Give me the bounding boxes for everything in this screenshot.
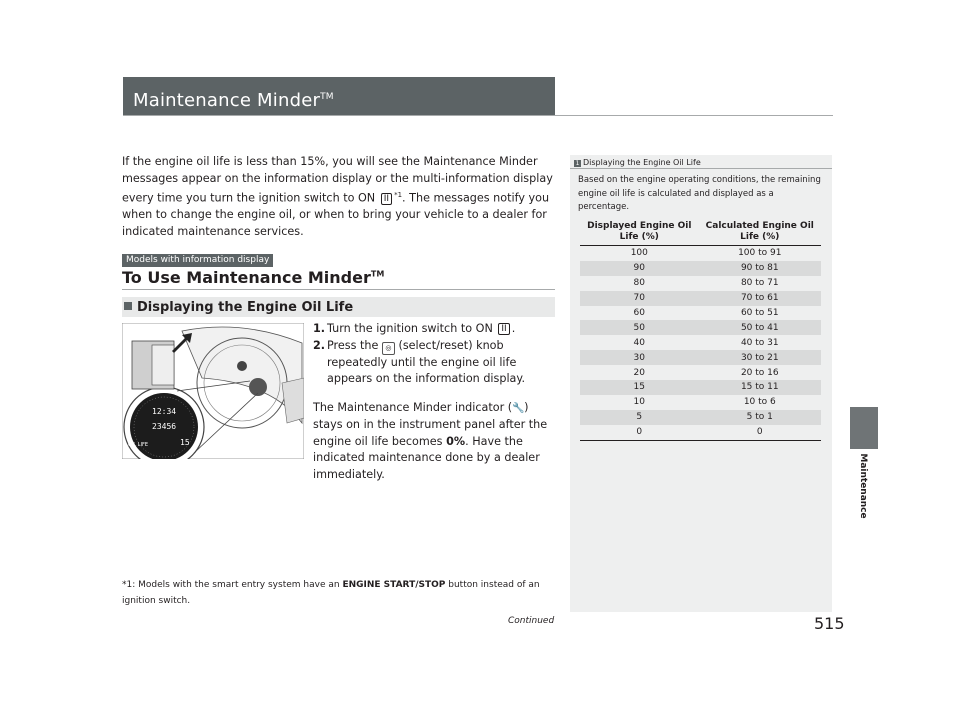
- displayed-oil-life-cell: 90: [580, 261, 699, 276]
- step-2: 2. Press the ◎ (select/reset) knob repeatedly until the engine oil life appears on the information display.: [313, 338, 525, 385]
- table-row: [580, 350, 821, 365]
- table-row: [580, 261, 821, 276]
- table-row: [580, 246, 821, 261]
- wrench-icon: 🔧: [512, 402, 525, 414]
- dashboard-illustration: [122, 323, 304, 459]
- calculated-oil-life-cell: 40 to 31: [740, 337, 779, 348]
- ignition-key-symbol: II: [498, 323, 509, 335]
- table-row: [580, 380, 821, 395]
- table-row: [580, 395, 821, 410]
- calculated-oil-life-cell: 60 to 51: [740, 308, 779, 318]
- displayed-oil-life-cell: 40: [633, 337, 645, 348]
- displayed-oil-life-cell: 5: [580, 410, 699, 425]
- table-row: [580, 365, 821, 380]
- intro-paragraph: If the engine oil life is less than 15%, you will see the Maintenance Minder messages appear on the information display or the multi-information display every time you turn the ignition switch to ON II $^{*1}$. The messages notify you when to change the engine oil, or when to bring your vehicle to a dealer for indicated maintenance services.: [122, 155, 553, 238]
- title-bar: [123, 77, 555, 115]
- note-panel-heading: 1 Displaying the Engine Oil Life: [575, 158, 701, 167]
- title-divider: [123, 115, 833, 116]
- calculated-oil-life-cell: 90 to 81: [699, 261, 821, 276]
- calculated-oil-life-cell: 20 to 16: [740, 367, 779, 378]
- displayed-oil-life-cell: 50: [580, 320, 699, 335]
- table-row: [580, 320, 821, 335]
- calculated-oil-life-cell: 0: [699, 425, 821, 440]
- display-oil-label: OIL LIFE: [128, 442, 149, 448]
- note-panel-text: Based on the engine operating conditions, the remaining engine oil life is calculated and displayed as a percentage.: [578, 175, 821, 212]
- displayed-oil-life-cell: 70: [580, 291, 699, 306]
- oil-life-table: [580, 220, 821, 441]
- table-row: [580, 410, 821, 425]
- section-divider: [122, 289, 555, 290]
- select-reset-knob-icon: ◎: [382, 342, 395, 355]
- calculated-oil-life-cell: 70 to 61: [699, 291, 821, 306]
- page-number: 515: [814, 614, 845, 633]
- model-badge: Models with information display: [122, 254, 273, 267]
- oil-life-table-body: [580, 246, 821, 441]
- displayed-oil-life-cell: 80: [633, 278, 645, 289]
- calculated-oil-life-cell: 15 to 11: [699, 380, 821, 395]
- chapter-label: Maintenance: [858, 453, 868, 519]
- section-heading: To Use Maintenance Minder™: [122, 268, 385, 287]
- calculated-oil-life-cell: 50 to 41: [699, 320, 821, 335]
- table-row: [580, 306, 821, 321]
- column-header-displayed: Displayed Engine Oil Life (%): [580, 220, 699, 246]
- calculated-oil-life-cell: 80 to 71: [740, 278, 779, 289]
- note-number-icon: 1: [575, 160, 580, 167]
- displayed-oil-life-cell: 10: [633, 397, 645, 408]
- note-panel-divider: [570, 168, 832, 169]
- displayed-oil-life-cell: 30: [580, 350, 699, 365]
- displayed-oil-life-cell: 100: [630, 248, 648, 259]
- column-header-calculated: Calculated Engine Oil Life (%): [699, 220, 821, 246]
- calculated-oil-life-cell: 5 to 1: [699, 410, 821, 425]
- footnote: *1: Models with the smart entry system have an ENGINE START/STOP button instead of an ignition switch.: [122, 580, 540, 606]
- bullet-square-icon: [124, 302, 132, 310]
- page-title: Maintenance Minder™: [133, 90, 334, 111]
- table-row: [580, 425, 821, 440]
- chapter-tab: [850, 407, 878, 449]
- table-row: [580, 291, 821, 306]
- subsection-heading: Displaying the Engine Oil Life: [122, 297, 555, 317]
- display-oil-percent: 15: [180, 438, 190, 447]
- displayed-oil-life-cell: 60: [633, 308, 645, 318]
- calculated-oil-life-cell: 100 to 91: [738, 248, 782, 259]
- step-1: 1. Turn the ignition switch to ON II .: [313, 322, 516, 335]
- procedure-steps: [313, 321, 556, 483]
- ignition-key-symbol: II: [381, 193, 392, 205]
- displayed-oil-life-cell: 0: [580, 425, 699, 440]
- displayed-oil-life-cell: 20: [633, 367, 645, 378]
- table-row: [580, 335, 821, 350]
- table-row: [580, 276, 821, 291]
- display-time: 12:34: [152, 407, 177, 416]
- continued-label: Continued: [508, 616, 555, 626]
- calculated-oil-life-cell: 30 to 21: [699, 350, 821, 365]
- displayed-oil-life-cell: 15: [580, 380, 699, 395]
- calculated-oil-life-cell: 10 to 6: [743, 397, 776, 408]
- display-odometer: 23456: [152, 422, 177, 431]
- indicator-paragraph: The Maintenance Minder indicator (🔧) stays on in the instrument panel after the engine oil life becomes 0%. Have the indicated maintenance done by a dealer immediately.: [313, 400, 548, 481]
- dashboard-illustration-svg: [122, 323, 304, 459]
